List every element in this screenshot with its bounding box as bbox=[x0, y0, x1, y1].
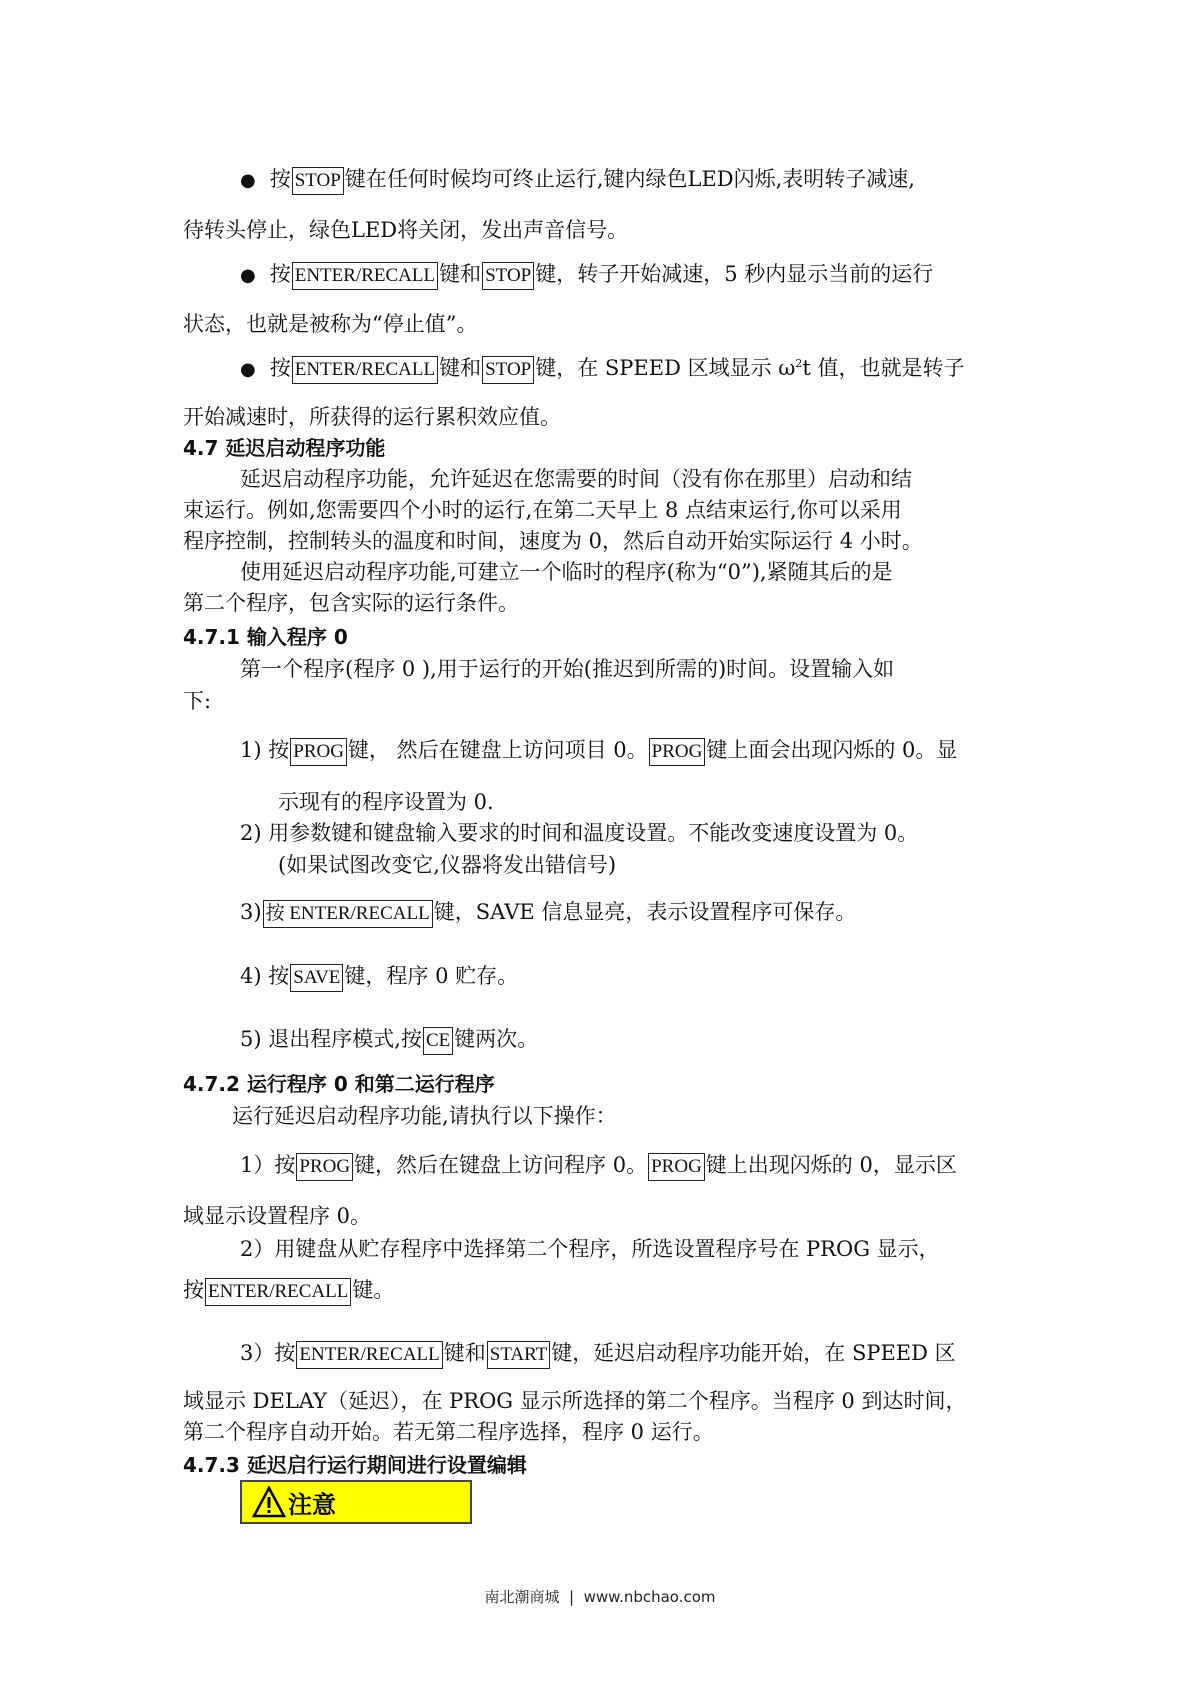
text-line: 下: bbox=[183, 689, 212, 713]
stop-key: STOP bbox=[482, 356, 534, 384]
text-line: 按 ENTER/RECALL 键。 bbox=[183, 1274, 394, 1306]
list-item: 3）按 ENTER/RECALL 键和 START 键，延迟启动程序功能开始，在 SPEED 区 bbox=[240, 1337, 956, 1369]
stop-key: STOP bbox=[482, 262, 534, 290]
text-line: (如果试图改变它,仪器将发出错信号) bbox=[278, 853, 617, 877]
ce-key: CE bbox=[423, 1027, 453, 1055]
start-key: START bbox=[487, 1341, 551, 1369]
save-key: SAVE bbox=[290, 964, 343, 992]
enter-recall-key: ENTER/RECALL bbox=[296, 1341, 442, 1369]
section-heading-4-7-3: 4.7.3 延迟启行运行期间进行设置编辑 bbox=[183, 1453, 527, 1477]
warning-label: 注意 bbox=[288, 1490, 336, 1519]
text-line: 开始减速时，所获得的运行累积效应值。 bbox=[183, 405, 561, 429]
enter-recall-key: 按 ENTER/RECALL bbox=[263, 900, 433, 928]
site-url[interactable]: www.nbchao.com bbox=[583, 1588, 716, 1606]
list-item: 2) 用参数键和键盘输入要求的时间和温度设置。不能改变速度设置为 0。 bbox=[240, 821, 919, 845]
text-line: 待转头停止，绿色LED将关闭，发出声音信号。 bbox=[183, 218, 629, 242]
enter-recall-key: ENTER/RECALL bbox=[292, 262, 438, 290]
prog-key: PROG bbox=[649, 738, 706, 766]
enter-recall-key: ENTER/RECALL bbox=[292, 356, 438, 384]
page-footer: 南北潮商城 | www.nbchao.com bbox=[484, 1588, 716, 1606]
text-line: 域显示设置程序 0。 bbox=[183, 1204, 372, 1228]
text-line: 第二个程序，包含实际的运行条件。 bbox=[183, 591, 519, 615]
section-heading-4-7: 4.7 延迟启动程序功能 bbox=[183, 436, 386, 460]
warning-triangle-icon bbox=[252, 1486, 286, 1518]
text-line: 束运行。例如,您需要四个小时的运行,在第二天早上 8 点结束运行,你可以采用 bbox=[183, 498, 902, 522]
prog-key: PROG bbox=[296, 1153, 353, 1181]
warning-banner bbox=[240, 1480, 472, 1524]
prog-key: PROG bbox=[648, 1153, 705, 1181]
bullet-icon: ● bbox=[240, 170, 256, 191]
bullet-paragraph-1: ● 按 STOP 键在任何时候均可终止运行,键内绿色LED闪烁,表明转子减速, bbox=[240, 163, 915, 195]
text-line: 程序控制，控制转头的温度和时间，速度为 0，然后自动开始实际运行 4 小时。 bbox=[183, 529, 923, 553]
section-heading-4-7-2: 4.7.2 运行程序 0 和第二运行程序 bbox=[183, 1072, 495, 1096]
list-item: 1) 按 PROG 键， 然后在键盘上访问项目 0。 PROG 键上面会出现闪烁的 0。显 bbox=[240, 734, 957, 766]
stop-key: STOP bbox=[292, 167, 344, 195]
list-item: 1）按 PROG 键，然后在键盘上访问程序 0。 PROG 键上出现闪烁的 0，显示区 bbox=[240, 1149, 957, 1181]
bullet-icon: ● bbox=[240, 359, 256, 380]
bullet-paragraph-3: ● 按 ENTER/RECALL 键和 STOP 键，在 SPEED 区域显示 $\omega^2t$ 值，也就是转子 bbox=[240, 352, 965, 384]
list-item: 4) 按 SAVE 键，程序 0 贮存。 bbox=[240, 960, 518, 992]
text-line: 延迟启动程序功能，允许延迟在您需要的时间（没有你在那里）启动和结 bbox=[240, 467, 912, 491]
text-line: 使用延迟启动程序功能,可建立一个临时的程序(称为“0”),紧随其后的是 bbox=[240, 560, 893, 584]
bullet-icon: ● bbox=[240, 265, 256, 286]
text-line: 第一个程序(程序 0 ),用于运行的开始(推迟到所需的)时间。设置输入如 bbox=[240, 657, 895, 681]
list-item: 5) 退出程序模式,按 CE 键两次。 bbox=[240, 1023, 538, 1055]
text-line: 域显示 DELAY（延迟），在 PROG 显示所选择的第二个程序。当程序 0 到达时间， bbox=[183, 1389, 967, 1413]
bullet-paragraph-2: ● 按 ENTER/RECALL 键和 STOP 键，转子开始减速，5 秒内显示当前的运行 bbox=[240, 258, 933, 290]
text-line: 第二个程序自动开始。若无第二程序选择，程序 0 运行。 bbox=[183, 1420, 714, 1444]
list-item: 3) 按 ENTER/RECALL 键，SAVE 信息显亮，表示设置程序可保存。 bbox=[240, 896, 856, 928]
list-item: 2）用键盘从贮存程序中选择第二个程序，所选设置程序号在 PROG 显示， bbox=[240, 1237, 940, 1261]
section-heading-4-7-1: 4.7.1 输入程序 0 bbox=[183, 625, 348, 649]
enter-recall-key: ENTER/RECALL bbox=[205, 1278, 351, 1306]
text-line: 运行延迟启动程序功能,请执行以下操作： bbox=[232, 1104, 617, 1128]
text-line: 状态，也就是被称为“停止值”。 bbox=[183, 312, 478, 336]
text-line: 示现有的程序设置为 0. bbox=[278, 790, 494, 814]
prog-key: PROG bbox=[290, 738, 347, 766]
